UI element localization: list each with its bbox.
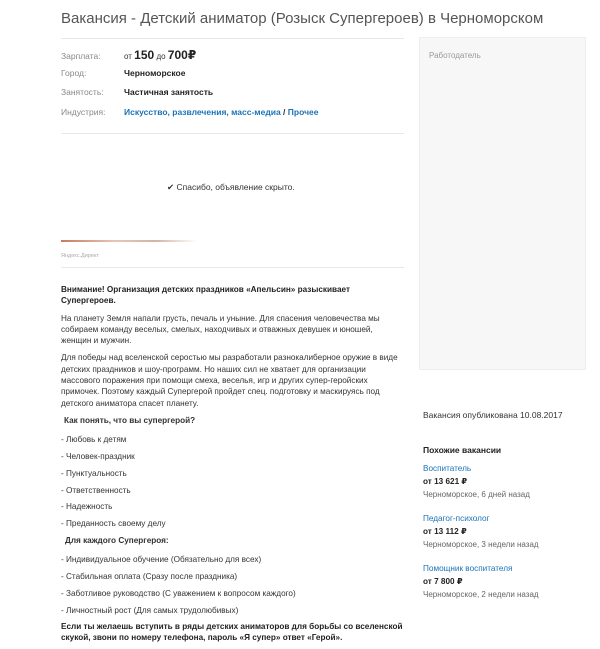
industry-label: Индустрия:: [61, 106, 106, 117]
hidden-notice: [167, 182, 295, 193]
published-date: Вакансия опубликована 10.08.2017: [423, 410, 563, 420]
description-p1: На планету Земля напали грусть, печаль и уныние. Для спасения человечества мы собираем команду веселых, смелых, находчивых и отважных девушек и юношей, женщин и мужчин.: [61, 313, 380, 346]
employment-label: Занятость:: [61, 87, 104, 97]
similar-item-location: Черноморское, 6 дней назад: [423, 490, 530, 499]
vacancy-main: [61, 38, 404, 642]
ad-image-strip[interactable]: [61, 240, 197, 242]
list-item: - Любовь к детям: [61, 435, 127, 445]
similar-item-location: Черноморское, 3 недели назад: [423, 540, 539, 549]
checkmark-icon: ✔: [167, 182, 175, 192]
benefits-list: [61, 554, 404, 621]
industry-row: [61, 107, 404, 127]
similar-item-link[interactable]: Воспитатель: [423, 464, 472, 473]
similar-item: [423, 464, 593, 504]
salary-min: 150: [134, 48, 155, 62]
similar-item-salary: от 13 621 ₽: [423, 477, 468, 486]
qualities-list: [61, 434, 404, 535]
city-label: Город:: [61, 67, 87, 78]
currency-sign: ₽: [187, 48, 197, 62]
salary-from: от: [124, 52, 132, 61]
similar-item-salary: от 7 800 ₽: [423, 577, 463, 586]
salary-label: Зарплата:: [61, 51, 101, 61]
city-row: [61, 68, 404, 88]
list-item: - Индивидуальное обучение (Обязательно для всех): [61, 555, 262, 565]
similar-item-link[interactable]: Помощник воспитателя: [423, 564, 513, 573]
industry-separator: /: [280, 106, 288, 117]
list-item: - Преданность своему делу: [61, 519, 166, 529]
similar-vacancies: [423, 445, 593, 614]
vacancy-description: [61, 284, 404, 649]
similar-item: [423, 564, 593, 604]
employment-value: Частичная занятость: [124, 87, 214, 97]
similar-item-salary: от 13 112 ₽: [423, 527, 467, 536]
similar-item: [423, 514, 593, 554]
closing-text: Если ты желаешь вступить в ряды детских аниматоров для борьбы со вселенской скукой, звони по номеру телефона, пароль «Я супер» ответ «Герой».: [61, 621, 403, 642]
salary-row: [61, 48, 404, 68]
list-item: - Заботливое руководство (С уважением к вопросом каждого): [61, 588, 296, 598]
list-item: - Ответственность: [61, 485, 131, 495]
list-item: - Пунктуальность: [61, 468, 127, 478]
list-item: - Личностный рост (Для самых трудолюбивых): [61, 605, 239, 615]
salary-max: 700: [167, 48, 188, 62]
industry-value: [124, 107, 318, 117]
similar-item-link[interactable]: Педагог-психолог: [423, 514, 490, 523]
list-item: - Надежность: [61, 502, 113, 512]
industry-link-other[interactable]: Прочее: [287, 106, 319, 117]
ad-divider: [61, 267, 404, 268]
intro-text: Внимание! Организация детских праздников «Апельсин» разыскивает Супергероев.: [61, 285, 350, 306]
salary-value: [124, 48, 196, 62]
info-table: [61, 39, 404, 126]
list-item: - Стабильная оплата (Сразу после праздника): [61, 572, 238, 582]
similar-item-location: Черноморское, 2 недели назад: [423, 590, 539, 599]
info-divider: [61, 133, 404, 134]
salary-to: до: [156, 52, 166, 61]
city-value: Черноморское: [124, 67, 186, 78]
description-p2: Для победы над вселенской серостью мы разработали разнокалиберное оружие в виде детских праздников и шоу-программ. Но наших сил не хватает для организации массового поражения при помощи смеха, веселья, игр и других супер-геройских примочек. Поэтому каждый Супергерой пройдет спец. подготовку и маскируясь под детского аниматора спасет планету.: [61, 353, 398, 408]
list-item: - Человек-праздник: [61, 452, 135, 462]
employer-label: Работодатель: [429, 51, 481, 60]
employment-row: [61, 87, 404, 107]
ad-label[interactable]: Яндекс.Директ: [61, 253, 99, 259]
industry-link-arts[interactable]: Искусство, развлечения, масс-медиа: [124, 106, 281, 117]
hidden-notice-text: Спасибо, объявление скрыто.: [176, 182, 295, 192]
qualities-heading: Как понять, что вы супергерой?: [64, 415, 196, 425]
page-title: Вакансия - Детский аниматор (Розыск Супергероев) в Черноморском: [61, 10, 544, 27]
similar-title: Похожие вакансии: [423, 445, 502, 455]
employer-box: [419, 37, 586, 370]
benefits-heading: Для каждого Супергероя:: [65, 536, 169, 546]
